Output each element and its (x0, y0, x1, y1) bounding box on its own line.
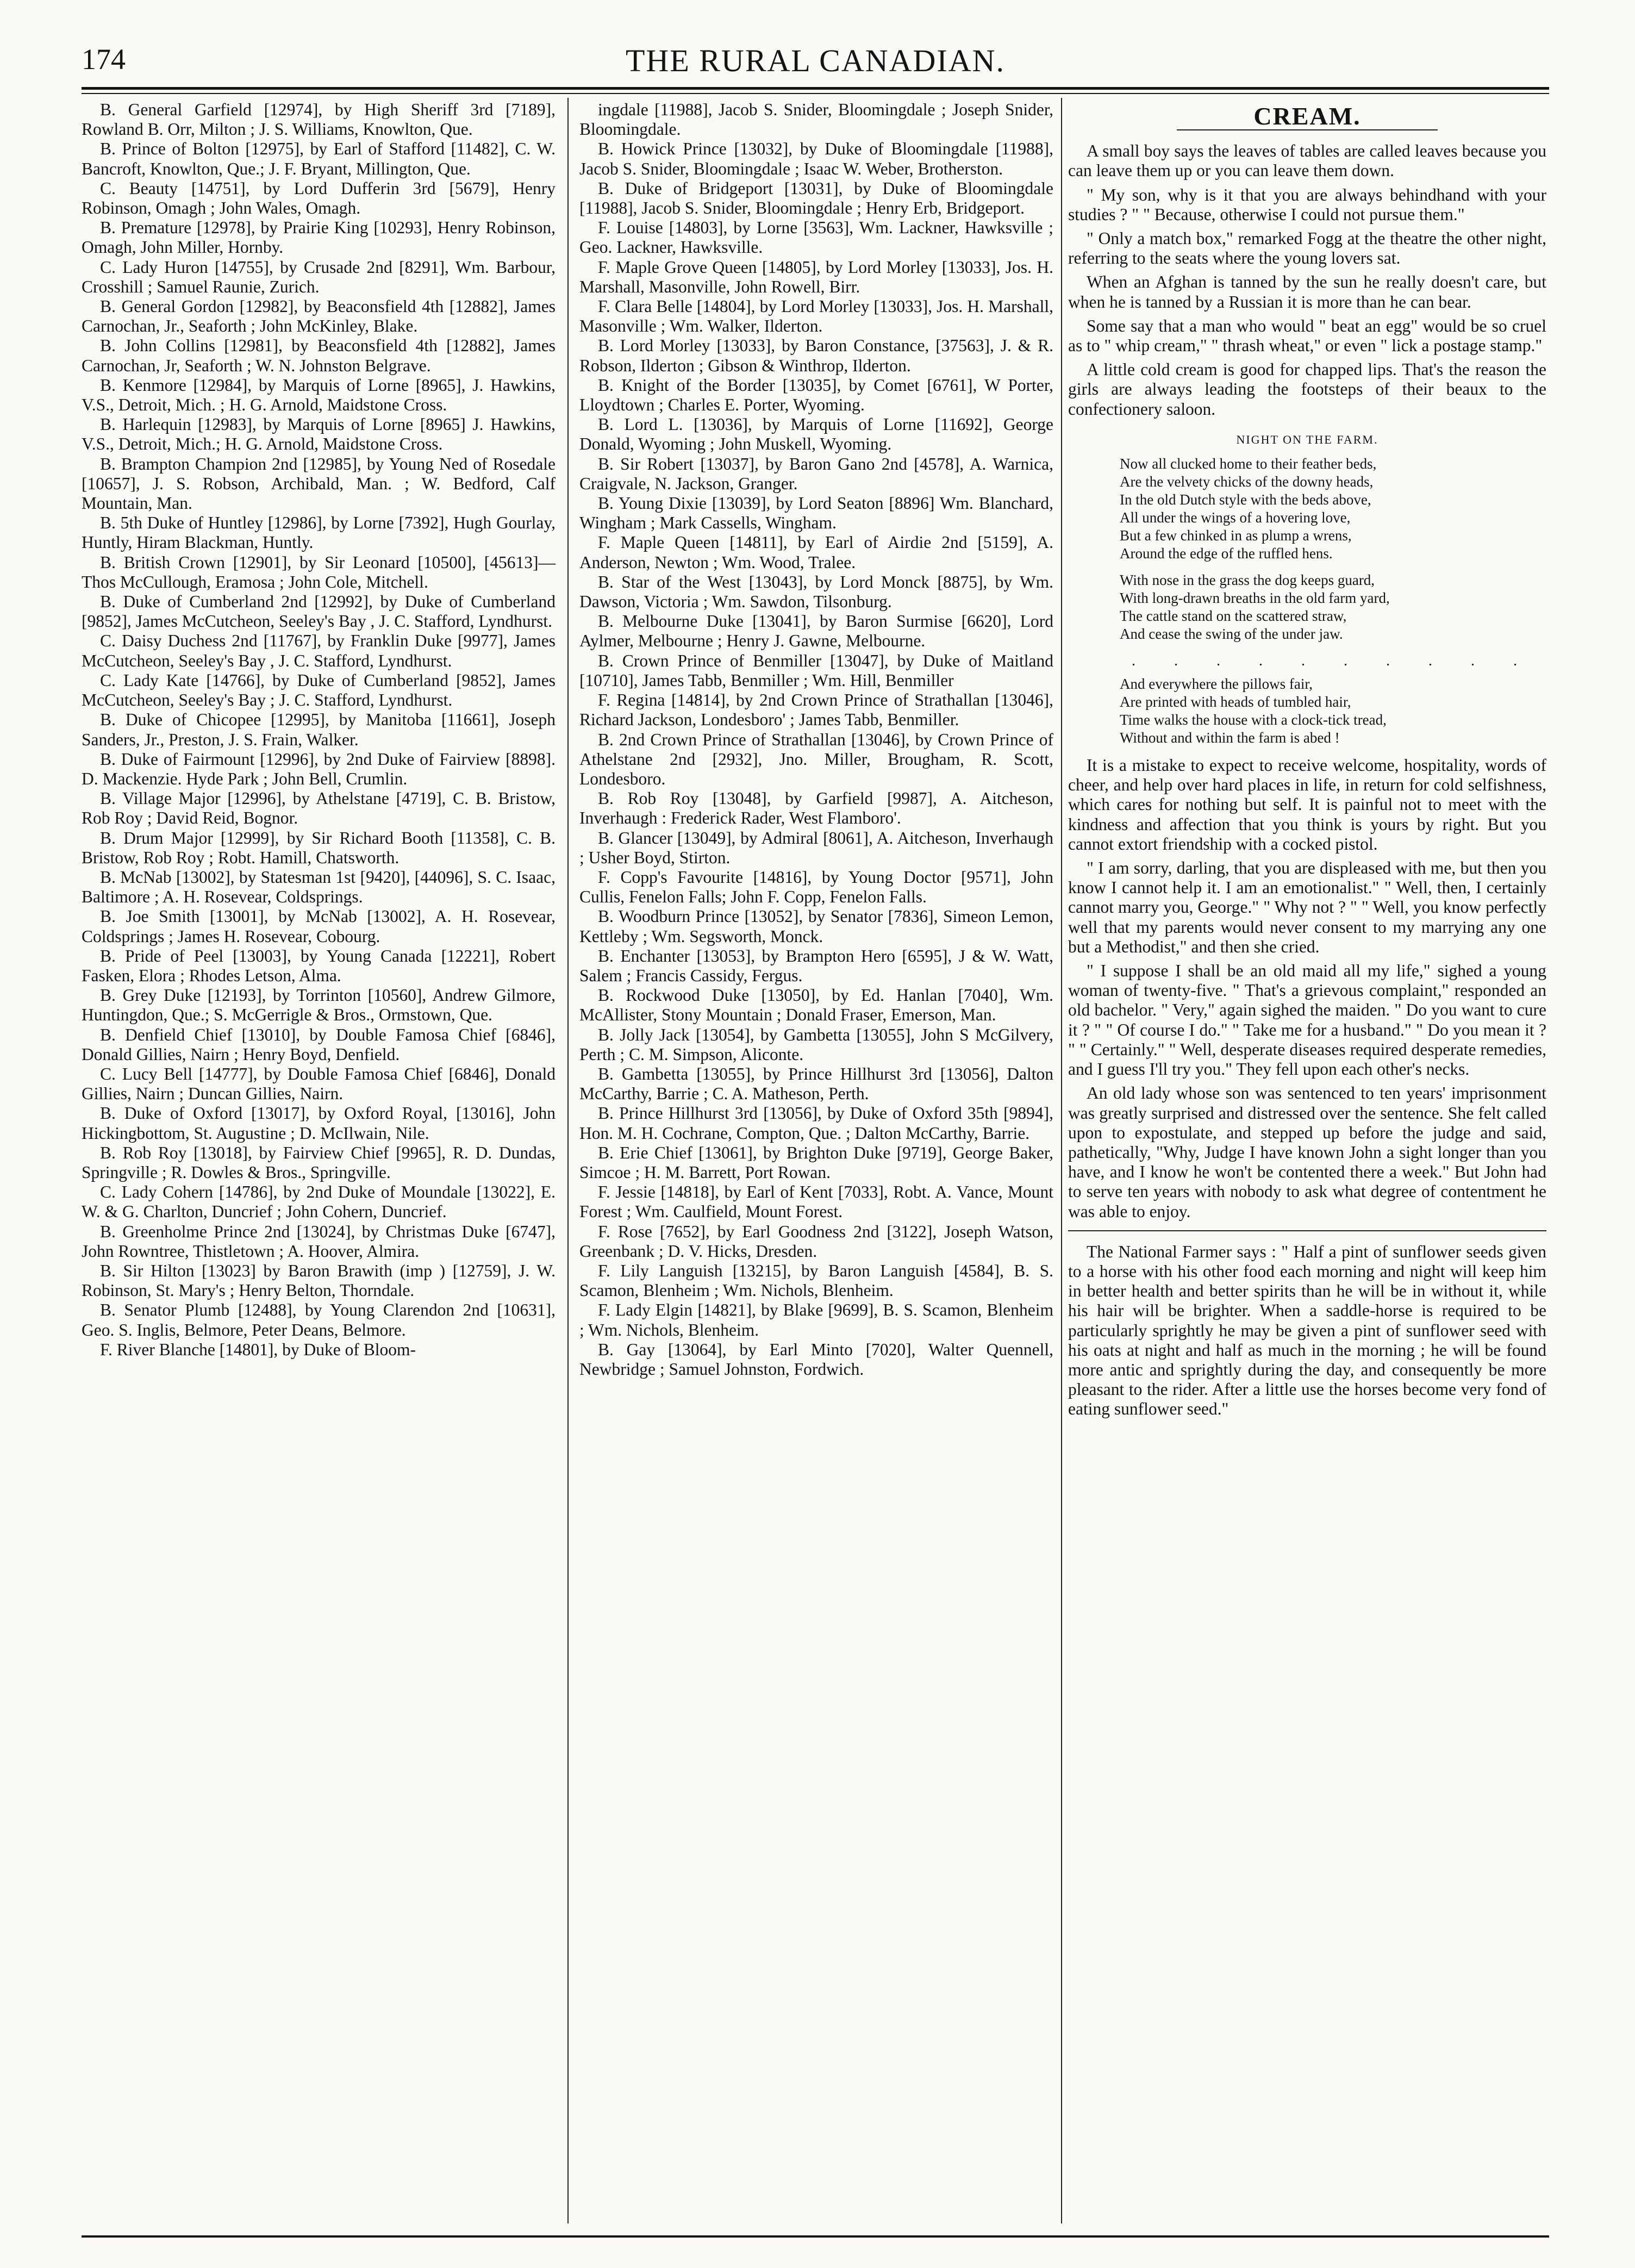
registry-entry: B. Duke of Fairmount [12996], by 2nd Duke of Fairview [8898]. D. Mackenzie. Hyde Park ; John Bell, Crumlin. (82, 749, 556, 788)
registry-entry: B. Kenmore [12984], by Marquis of Lorne [8965], J. Hawkins, V.S., Detroit, Mich. ; H. G. Arnold, Maidstone Cross. (82, 375, 556, 415)
registry-entry: C. Lady Cohern [14786], by 2nd Duke of Moundale [13022], E. W. & G. Charlton, Duncrief ; John Cohern, Duncrief. (82, 1182, 556, 1222)
registry-entry: C. Daisy Duchess 2nd [11767], by Franklin Duke [9977], James McCutcheon, Seeley's Bay , J. C. Stafford, Lyndhurst. (82, 631, 556, 670)
poem-line: Time walks the house with a clock-tick tread, (1120, 712, 1387, 728)
header-rule (82, 87, 1549, 94)
registry-entry: B. Brampton Champion 2nd [12985], by Young Ned of Rosedale [10657], J. S. Robson, Archibald, Man. ; W. Bedford, Calf Mountain, Man. (82, 454, 556, 513)
registry-entry: B. Melbourne Duke [13041], by Baron Surmise [6620], Lord Aylmer, Melbourne ; Henry J. Gawne, Melbourne. (579, 612, 1053, 651)
footer-rule (82, 2235, 1549, 2238)
registry-entry: B. Star of the West [13043], by Lord Monck [8875], by Wm. Dawson, Victoria ; Wm. Sawdon, Tilsonburg. (579, 572, 1053, 612)
registry-entry: F. River Blanche [14801], by Duke of Bloom- (100, 1339, 416, 1359)
registry-entry: F. Lady Elgin [14821], by Blake [9699], B. S. Scamon, Blenheim ; Wm. Nichols, Blenheim. (579, 1300, 1053, 1339)
registry-entry: C. Lady Kate [14766], by Duke of Cumberland [9852], James McCutcheon, Seeley's Bay ; J. C. Stafford, Lyndhurst. (82, 670, 556, 710)
registry-entry: B. Crown Prince of Benmiller [13047], by Duke of Maitland [10710], James Tabb, Benmiller ; Wm. Hill, Benmiller (579, 651, 1053, 690)
registry-entry: B. Harlequin [12983], by Marquis of Lorne [8965] J. Hawkins, V.S., Detroit, Mich.; H. G. Arnold, Maidstone Cross. (82, 415, 556, 454)
registry-entry: C. Beauty [14751], by Lord Dufferin 3rd [5679], Henry Robinson, Omagh ; John Wales, Omagh. (82, 178, 556, 218)
poem-line: And everywhere the pillows fair, (1120, 676, 1313, 693)
cream-paragraph: A small boy says the leaves of tables are called leaves because you can leave them up or you can leave them down. (1068, 141, 1546, 180)
registry-entry: F. Maple Queen [14811], by Earl of Airdie 2nd [5159], A. Anderson, Newton ; Wm. Wood, Tralee. (579, 533, 1053, 572)
registry-entry: B. Rob Roy [13048], by Garfield [9987], A. Aitcheson, Inverhaugh : Frederick Rader, West Flamboro'. (579, 789, 1053, 828)
registry-entry: B. Premature [12978], by Prairie King [10293], Henry Robinson, Omagh, John Miller, Hornby. (82, 218, 556, 257)
registry-entry: B. Sir Robert [13037], by Baron Gano 2nd [4578], A. Warnica, Craigvale, N. Jackson, Granger. (579, 454, 1053, 493)
registry-entry: F. Rose [7652], by Earl Goodness 2nd [3122], Joseph Watson, Greenbank ; D. V. Hicks, Dresden. (579, 1222, 1053, 1261)
registry-entry: B. Duke of Oxford [13017], by Oxford Royal, [13016], John Hickingbottom, St. Augustine ; D. McIlwain, Nile. (82, 1104, 556, 1143)
registry-entry: F. Copp's Favourite [14816], by Young Doctor [9571], John Cullis, Fenelon Falls; John F. Copp, Fenelon Falls. (579, 867, 1053, 907)
registry-entry: B. Duke of Chicopee [12995], by Manitoba [11661], Joseph Sanders, Jr., Preston, J. S. Frain, Walker. (82, 710, 556, 749)
registry-entry: B. John Collins [12981], by Beaconsfield 4th [12882], James Carnochan, Jr, Seaforth ; W. N. Johnston Belgrave. (82, 336, 556, 375)
registry-entry: C. Lady Huron [14755], by Crusade 2nd [8291], Wm. Barbour, Crosshill ; Samuel Raunie, Zurich. (82, 257, 556, 296)
cream-paragraph: " I suppose I shall be an old maid all my life," sighed a young woman of twenty-five. " That's a grievous complaint," responded an old bachelor. " Very," again sighed the maiden. " Do you want to cure it ? " " Of course I do." " Take me for a husband." " Do you mean it ? " " Certainly." " Well, desperate diseases required desperate remedies, and I guess I'll try you." They fell upon each other's necks. (1068, 961, 1546, 1079)
column-divider (567, 98, 569, 2223)
cream-paragraph: " My son, why is it that you are always behindhand with your studies ? " " Because, otherwise I could not pursue them." (1068, 185, 1546, 224)
poem-line: With nose in the grass the dog keeps guard, (1120, 572, 1375, 589)
cream-paragraph: " I am sorry, darling, that you are displeased with me, but then you know I cannot help it. I am an emotionalist." " Well, then, I certainly cannot marry you, George." " Why not ? " " Well, you know perfectly well that my parents would never consent to my marrying any one but a Methodist," and then she cried. (1068, 858, 1546, 956)
cream-paragraph: Some say that a man who would " beat an egg" would be so cruel as to " whip cream," " thrash wheat," or even " lick a postage stamp." (1068, 316, 1546, 356)
registry-entry: ingdale [11988], Jacob S. Snider, Bloomingdale ; Joseph Snider, Bloomingdale. (579, 100, 1053, 139)
poem-line: All under the wings of a hovering love, (1120, 509, 1351, 526)
column-divider (1061, 98, 1062, 2223)
poem-line: With long-drawn breaths in the old farm yard, (1120, 590, 1390, 607)
registry-entry: B. McNab [13002], by Statesman 1st [9420], [44096], S. C. Isaac, Baltimore ; A. H. Rosevear, Coldsprings. (82, 867, 556, 907)
cream-paragraph: An old lady whose son was sentenced to ten years' imprisonment was greatly surprised and distressed over the sentence. She felt called upon to expostulate, and stepped up before the judge and said, pathetically, "Why, Judge I have known John a sight longer than you have, and I know he won't be contented there a week." But John had to serve ten years with nobody to ask what degree of contentment he was able to enjoy. (1068, 1083, 1546, 1221)
page-header (82, 42, 1549, 86)
poem-ellipsis: . . . . . . . . . . (1132, 652, 1534, 670)
registry-entry: C. Lucy Bell [14777], by Double Famosa Chief [6846], Donald Gillies, Nairn ; Duncan Gillies, Nairn. (82, 1064, 556, 1104)
registry-entry: F. Clara Belle [14804], by Lord Morley [13033], Jos. H. Marshall, Masonville ; Wm. Walker, Ilderton. (579, 297, 1053, 336)
registry-entry: B. British Crown [12901], by Sir Leonard [10500], [45613]—Thos McCullough, Eramosa ; John Cole, Mitchell. (82, 552, 556, 591)
registry-entry: B. Pride of Peel [13003], by Young Canada [12221], Robert Fasken, Elora ; Rhodes Letson, Alma. (82, 946, 556, 985)
registry-entry: B. Joe Smith [13001], by McNab [13002], A. H. Rosevear, Coldsprings ; James H. Rosevear, Cobourg. (82, 907, 556, 946)
poem-title: NIGHT ON THE FARM. (1236, 432, 1378, 446)
registry-entry: B. Drum Major [12999], by Sir Richard Booth [11358], C. B. Bristow, Rob Roy ; Robt. Hamill, Chatsworth. (82, 828, 556, 867)
registry-entry: B. Denfield Chief [13010], by Double Famosa Chief [6846], Donald Gillies, Nairn ; Henry Boyd, Denfield. (82, 1025, 556, 1064)
registry-entry: B. Erie Chief [13061], by Brighton Duke [9719], George Baker, Simcoe ; H. M. Barrett, Port Rowan. (579, 1143, 1053, 1182)
cream-paragraph: When an Afghan is tanned by the sun he really doesn't care, but when he is tanned by a Russian it is more than he can bear. (1068, 272, 1546, 311)
registry-entry: B. Prince Hillhurst 3rd [13056], by Duke of Oxford 35th [9894], Hon. M. H. Cochrane, Compton, Que. ; Dalton McCarthy, Barrie. (579, 1104, 1053, 1143)
registry-entry: F. Regina [14814], by 2nd Crown Prince of Strathallan [13046], Richard Jackson, Londesboro' ; James Tabb, Benmiller. (579, 690, 1053, 730)
registry-entry: B. Senator Plumb [12488], by Young Clarendon 2nd [10631], Geo. S. Inglis, Belmore, Peter Deans, Belmore. (82, 1300, 556, 1339)
registry-entry: B. Duke of Cumberland 2nd [12992], by Duke of Cumberland [9852], James McCutcheon, Seeley's Bay , J. C. Stafford, Lyndhurst. (82, 592, 556, 631)
registry-entry: B. Jolly Jack [13054], by Gambetta [13055], John S McGilvery, Perth ; C. M. Simpson, Aliconte. (579, 1025, 1053, 1064)
registry-entry: B. Prince of Bolton [12975], by Earl of Stafford [11482], C. W. Bancroft, Knowlton, Que.; J. F. Bryant, Millington, Que. (82, 139, 556, 178)
registry-entry: B. Rob Roy [13018], by Fairview Chief [9965], R. D. Dundas, Springville ; R. Dowles & Bros., Springville. (82, 1143, 556, 1182)
poem-line: And cease the swing of the under jaw. (1120, 626, 1343, 643)
section-rule (1068, 1230, 1546, 1231)
farmer-paragraph: The National Farmer says : " Half a pint of sunflower seeds given to a horse with his other food each morning and night will keep him in better health and better spirits than he will be in without it, while his hair will be brighter. When a saddle-horse is required to be particularly sprightly he may be given a pint of sunflower seed with his oats at night and half as much in the morning ; he will be found more antic and sprightly during the day, and consequently be more pleasant to the rider. After a little use the horses become very fond of eating sunflower seed." (1068, 1242, 1546, 1419)
registry-entry: B. Knight of the Border [13035], by Comet [6761], W Porter, Lloydtown ; Charles E. Porter, Wyoming. (579, 375, 1053, 415)
registry-entry: B. Greenholme Prince 2nd [13024], by Christmas Duke [6747], John Rowntree, Thistletown ; A. Hoover, Almira. (82, 1222, 556, 1261)
poem-line: Now all clucked home to their feather beds, (1120, 456, 1377, 472)
registry-entry: B. Grey Duke [12193], by Torrinton [10560], Andrew Gilmore, Huntingdon, Que.; S. McGerrigle & Bros., Ormstown, Que. (82, 986, 556, 1025)
cream-heading: CREAM. (1253, 102, 1361, 130)
registry-entry: B. Gambetta [13055], by Prince Hillhurst 3rd [13056], Dalton McCarthy, Barrie ; C. A. Matheson, Perth. (579, 1064, 1053, 1104)
poem-line: But a few chinked in as plump a wrens, (1120, 527, 1352, 544)
poem-line: The cattle stand on the scattered straw, (1120, 608, 1347, 625)
registry-entry: F. Jessie [14818], by Earl of Kent [7033], Robt. A. Vance, Mount Forest ; Wm. Caulfield, Mount Forest. (579, 1182, 1053, 1222)
registry-entry: B. General Gordon [12982], by Beaconsfield 4th [12882], James Carnochan, Jr., Seaforth ; John McKinley, Blake. (82, 297, 556, 336)
registry-entry: B. Duke of Bridgeport [13031], by Duke of Bloomingdale [11988], Jacob S. Snider, Bloomingdale ; Henry Erb, Bridgeport. (579, 178, 1053, 218)
registry-entry: B. Woodburn Prince [13052], by Senator [7836], Simeon Lemon, Kettleby ; Wm. Segsworth, Monck. (579, 907, 1053, 946)
registry-entry: B. 5th Duke of Huntley [12986], by Lorne [7392], Hugh Gourlay, Huntly, Hiram Blackman, Huntly. (82, 513, 556, 552)
page-title: THE RURAL CANADIAN. (626, 43, 1005, 78)
registry-entry: B. Lord Morley [13033], by Baron Constance, [37563], J. & R. Robson, Ilderton ; Gibson & Winthrop, Ilderton. (579, 336, 1053, 375)
registry-entry: F. Maple Grove Queen [14805], by Lord Morley [13033], Jos. H. Marshall, Masonville, John Rowell, Birr. (579, 257, 1053, 296)
registry-entry: B. General Garfield [12974], by High Sheriff 3rd [7189], Rowland B. Orr, Milton ; J. S. Williams, Knowlton, Que. (82, 100, 556, 139)
registry-entry: B. Sir Hilton [13023] by Baron Brawith (imp ) [12759], J. W. Robinson, St. Mary's ; Henry Belton, Thorndale. (82, 1261, 556, 1300)
column-registry-2 (579, 100, 1053, 1379)
cream-paragraph: A little cold cream is good for chapped lips. That's the reason the girls are always leading the footsteps of their beaux to the confectionery saloon. (1068, 360, 1546, 419)
poem-line: Without and within the farm is abed ! (1120, 730, 1340, 746)
registry-entry: B. Enchanter [13053], by Brampton Hero [6595], J & W. Watt, Salem ; Francis Cassidy, Fergus. (579, 946, 1053, 985)
registry-entry: B. 2nd Crown Prince of Strathallan [13046], by Crown Prince of Athelstane 2nd [2932], Jno. Miller, Brougham, R. Scott, Londesboro. (579, 730, 1053, 788)
column-cream (1068, 100, 1546, 1424)
registry-entry: B. Howick Prince [13032], by Duke of Bloomingdale [11988], Jacob S. Snider, Bloomingdale ; Isaac W. Weber, Brotherston. (579, 139, 1053, 178)
registry-entry: B. Glancer [13049], by Admiral [8061], A. Aitcheson, Inverhaugh ; Usher Boyd, Stirton. (579, 828, 1053, 867)
poem-line: In the old Dutch style with the beds above, (1120, 491, 1371, 508)
poem-line: Around the edge of the ruffled hens. (1120, 545, 1333, 562)
registry-entry: B. Village Major [12996], by Athelstane [4719], C. B. Bristow, Rob Roy ; David Reid, Bognor. (82, 789, 556, 828)
cream-paragraph: " Only a match box," remarked Fogg at the theatre the other night, referring to the seats where the young lovers sat. (1068, 229, 1546, 268)
registry-entry: B. Rockwood Duke [13050], by Ed. Hanlan [7040], Wm. McAllister, Stony Mountain ; Donald Fraser, Emerson, Man. (579, 986, 1053, 1025)
cream-paragraph: It is a mistake to expect to receive welcome, hospitality, words of cheer, and help over hard places in life, in return for cold selfishness, which cares for nothing but self. It is painful not to meet with the kindness and affection that you think is yours by right. But you cannot extort friendship with a cocked pistol. (1068, 756, 1546, 853)
registry-entry: B. Gay [13064], by Earl Minto [7020], Walter Quennell, Newbridge ; Samuel Johnston, Fordwich. (579, 1339, 1053, 1379)
page-number: 174 (82, 43, 126, 76)
registry-entry: F. Lily Languish [13215], by Baron Languish [4584], B. S. Scamon, Blenheim ; Wm. Nichols, Blenheim. (579, 1261, 1053, 1300)
registry-entry: B. Young Dixie [13039], by Lord Seaton [8896] Wm. Blanchard, Wingham ; Mark Cassells, Wingham. (579, 494, 1053, 533)
registry-entry: F. Louise [14803], by Lorne [3563], Wm. Lackner, Hawksville ; Geo. Lackner, Hawksville. (579, 218, 1053, 257)
column-registry-1 (82, 100, 556, 1360)
registry-entry: B. Lord L. [13036], by Marquis of Lorne [11692], George Donald, Wyoming ; John Muskell, Wyoming. (579, 415, 1053, 454)
poem (1120, 455, 1546, 747)
poem-line: Are printed with heads of tumbled hair, (1120, 694, 1351, 711)
poem-line: Are the velvety chicks of the downy heads, (1120, 473, 1374, 490)
